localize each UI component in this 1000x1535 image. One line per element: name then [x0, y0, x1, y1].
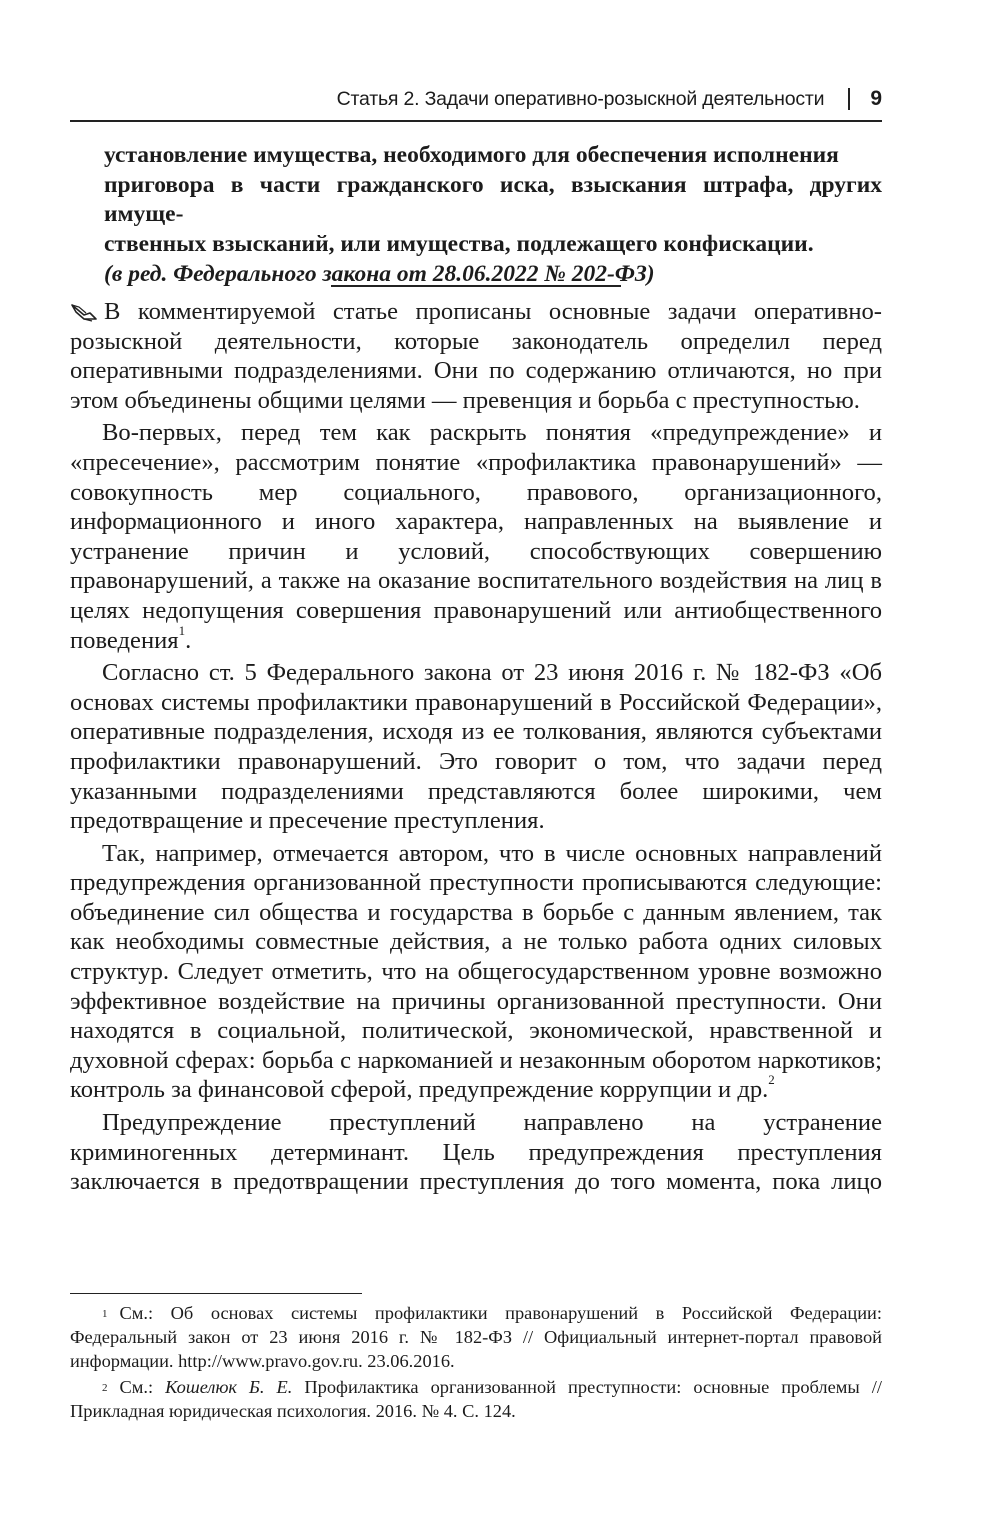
edition-note: (в ред. Федерального закона от 28.06.2022 № 202-ФЗ) — [104, 261, 655, 287]
commentary-paragraph-1 — [70, 297, 882, 415]
footnote-2-prefix: См.: — [119, 1377, 166, 1398]
commentary-paragraph-2 — [70, 418, 882, 655]
commentary-paragraph-2-text: Во-первых, перед тем как раскрыть понятия «предупреждение» и «пресечение», рассмотрим понятие «профилактика правонарушений» — совокупность мер социального, правового, организационного, информационного и иного характера, направленных на выявление и устранение причин и условий, способствующих совершению правонарушений, а также на оказание воспитательного воздействия на лиц в целях недопущения совершения правонарушений или антиобщественного поведения — [70, 419, 882, 654]
writing-hand-icon — [70, 297, 104, 327]
footnote-2-mark: 2 — [102, 1382, 108, 1395]
law-line-1: установление имущества, необходимого для обеспечения исполнения — [104, 142, 839, 168]
footnote-1-text: См.: Об основах системы профилактики правонарушений в Российской Федерации: Федеральный закон от 23 июня 2016 г. № 182-ФЗ // Официальный интернет-портал правовой информации. http://www.pravo.gov.ru. 23.06.2016. — [70, 1303, 882, 1371]
footnote-2 — [70, 1376, 882, 1424]
commentary-paragraph-3: Согласно ст. 5 Федерального закона от 23 июня 2016 г. № 182-ФЗ «Об основах системы профилактики правонарушений в Российской Федерации», оперативные подразделения, исходя из ее толкования, являются субъектами профилактики правонарушений. Это говорит о том, что задачи перед указанными подразделениями представляются более широкими, чем предотвращение и пресечение преступления. — [70, 659, 882, 835]
commentary-paragraph-4 — [70, 839, 882, 1105]
law-excerpt — [104, 141, 882, 290]
law-line-3: ственных взысканий, или имущества, подлежащего конфискации. — [104, 230, 814, 257]
page-number: 9 — [870, 87, 882, 110]
commentary-paragraph-5: Предупреждение преступлений направлено на устранение криминогенных детерминант. Цель предупреждения преступления заключается в предотвращении преступления до того момента, пока лицо — [70, 1109, 882, 1196]
footnote-ref-2[interactable]: 2 — [768, 1072, 775, 1088]
header-rule — [70, 120, 882, 122]
footnote-rule — [70, 1293, 362, 1294]
running-header — [70, 84, 882, 114]
footnote-1 — [70, 1302, 882, 1373]
footnote-2-text: Профилактика организованной преступности: основные проблемы // Прикладная юридическая психология. 2016. № 4. С. 124. — [70, 1377, 882, 1422]
commentary-paragraph-4-text: Так, например, отмечается автором, что в числе основных направлений предупреждения организованной преступности прописываются следующие: объединение сил общества и государства в борьбе с данным явлением, так как необходимы совместные действия, а не только работа одних силовых структур. Следует отметить, что на общегосударственном уровне возможно эффективное воздействие на причины организованной преступности. Они находятся в социальной, политической, экономической, нравственной и духовной сферах: борьба с наркоманией и незаконным оборотом наркотиков; контроль за финансовой сферой, предупреждение коррупции и др. — [70, 839, 882, 1104]
running-title: Статья 2. Задачи оперативно-розыскной деятельности — [336, 87, 825, 110]
footnote-1-mark: 1 — [102, 1308, 108, 1320]
footnotes — [70, 1302, 882, 1424]
law-line-2: приговора в части гражданского иска, взыскания штрафа, других имуще- — [104, 171, 882, 227]
header-separator — [848, 88, 850, 110]
footnote-2-author: Кошелюк Б. Е. — [165, 1377, 293, 1398]
commentary-paragraph-2-end: . — [185, 626, 192, 654]
footnote-ref-1[interactable]: 1 — [178, 622, 186, 638]
commentary-paragraph-1-text: В комментируемой статье прописаны основные задачи оперативно-розыскной деятельности, которые законодатель определил перед оперативными подразделениями. Они по содержанию отличаются, но при этом объединены общими целями — превенция и борьба с преступностью. — [70, 298, 882, 414]
commentary-body — [70, 297, 882, 1197]
section-divider — [331, 285, 621, 287]
